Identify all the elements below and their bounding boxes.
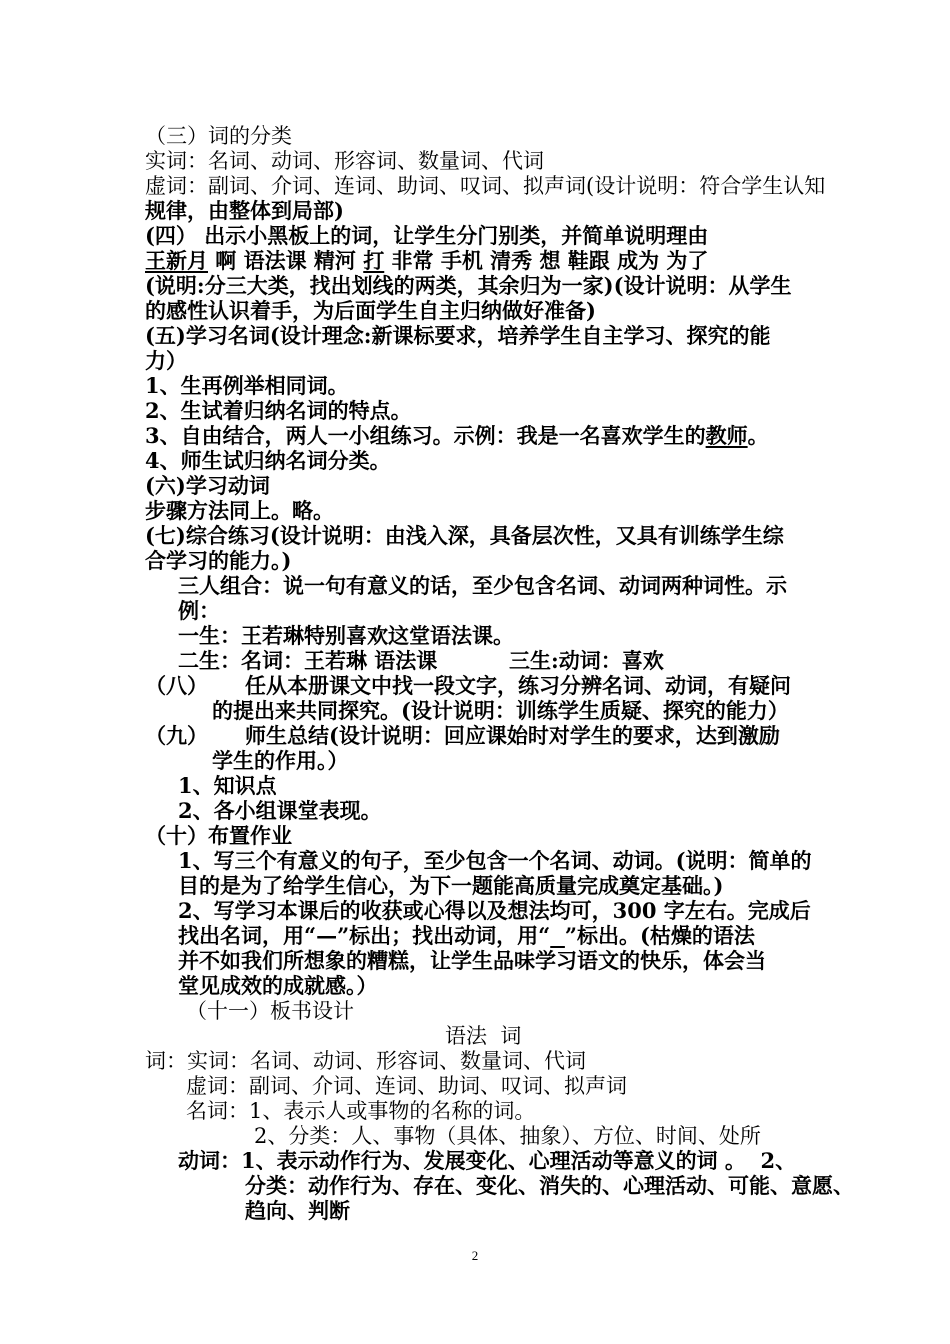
text-line: 的感性认识着手，为后面学生自主归纳做好准备) [145,298,596,323]
word-list-part: 非常 手机 清秀 想 鞋跟 成为 为了 [384,248,709,273]
content-words-line: 实词：名词、动词、形容词、数量词、代词 [145,149,544,173]
text-line: 步骤方法同上。略。 [145,498,334,523]
board-line: 分类：动作行为、存在、变化、消失的、心理活动、可能、意愿、 [245,1173,854,1198]
text-span: ”标出。(枯燥的语法 [564,923,755,948]
heading-7: (七)综合练习(设计说明：由浅入深，具备层次性，又具有训练学生综 [145,523,784,548]
list-item: 4、师生试归纳名词分类。 [145,448,391,473]
word-list-line [145,249,708,273]
text-line: 规律，由整体到局部) [145,198,344,223]
underlined-word: 打 [363,248,385,273]
heading-5: (五)学习名词(设计理念:新课标要求，培养学生自主学习、探究的能 [145,323,771,348]
text-line: 合学习的能力。) [145,548,292,573]
board-line: 2、分类：人、事物（具体、抽象）、方位、时间、处所 [254,1124,761,1148]
list-item: 1、写三个有意义的句子，至少包含一个名词、动词。(说明：简单的 [178,848,812,873]
list-item: 2、生试着归纳名词的特点。 [145,398,412,423]
text-line: 二生：名词：王若琳 语法课 [178,648,438,673]
text-line: 三人组合：说一句有意义的话，至少包含名词、动词两种词性。示 [178,573,787,598]
heading-9-label: （九） [145,723,208,748]
underline-mark [550,923,565,948]
heading-4: (四） 出示小黑板上的词，让学生分门别类，并简单说明理由 [145,223,709,248]
list-item: 2、各小组课堂表现。 [178,798,382,823]
board-line: 趋向、判断 [245,1198,350,1223]
list-item: 1、生再例举相同词。 [145,373,349,398]
page-number: 2 [471,1248,479,1263]
text-span: 找出名词，用“—”标出；找出动词，用“ [178,923,551,948]
list-item: 2、写学习本课后的收获或心得以及想法均可，300 字左右。完成后 [178,898,811,923]
underlined-word: 教师 [705,423,748,448]
text-line: 一生：王若琳特别喜欢这堂语法课。 [178,623,514,648]
heading-6: (六)学习动词 [145,473,270,498]
text-line: (说明:分三大类，找出划线的两类，其余归为一家)(设计说明：从学生 [145,273,792,298]
function-words-line: 虚词：副词、介词、连词、助词、叹词、拟声词(设计说明：符合学生认知 [145,174,826,198]
heading-8-label: （八） [145,673,208,698]
heading-8-text: 任从本册课文中找一段文字，练习分辨名词、动词，有疑问 [245,673,791,698]
text-line: 并不如我们所想象的糟糕，让学生品味学习语文的快乐，体会当 [178,948,766,973]
text-line: 三生:动词：喜欢 [509,648,664,673]
text-span: 3、自由结合，两人一小组练习。示例：我是一名喜欢学生的 [145,423,706,448]
text-line: 目的是为了给学生信心，为下一题能高质量完成奠定基础。) [178,873,724,898]
list-item: 1、知识点 [178,773,277,798]
text-line: 的提出来共同探究。(设计说明：训练学生质疑、探究的能力） [212,698,789,723]
list-item [145,424,769,448]
word-list-part: 啊 语法课 精河 [208,248,364,273]
text-line: 例： [178,598,220,623]
text-line [178,924,755,948]
board-line: 虚词：副词、介词、连词、助词、叹词、拟声词 [186,1074,627,1098]
board-title: 语法 词 [445,1024,522,1048]
text-span: 。 [747,423,769,448]
heading-10: （十）布置作业 [145,823,292,848]
text-line: 力） [145,348,187,373]
heading-9-text: 师生总结(设计说明：回应课始时对学生的要求，达到激励 [245,723,780,748]
underlined-word: 王新月 [145,248,208,273]
heading-3-word-classification: （三）词的分类 [145,124,292,148]
board-line: 词：实词：名词、动词、形容词、数量词、代词 [145,1049,586,1073]
board-line: 动词：1、表示动作行为、发展变化、心理活动等意义的词 。 2、 [178,1148,797,1173]
heading-11: （十一）板书设计 [186,999,354,1023]
board-line: 名词：1、表示人或事物的名称的词。 [186,1099,536,1123]
text-line: 堂见成效的成就感。） [178,973,378,998]
text-line: 学生的作用。） [212,748,349,773]
